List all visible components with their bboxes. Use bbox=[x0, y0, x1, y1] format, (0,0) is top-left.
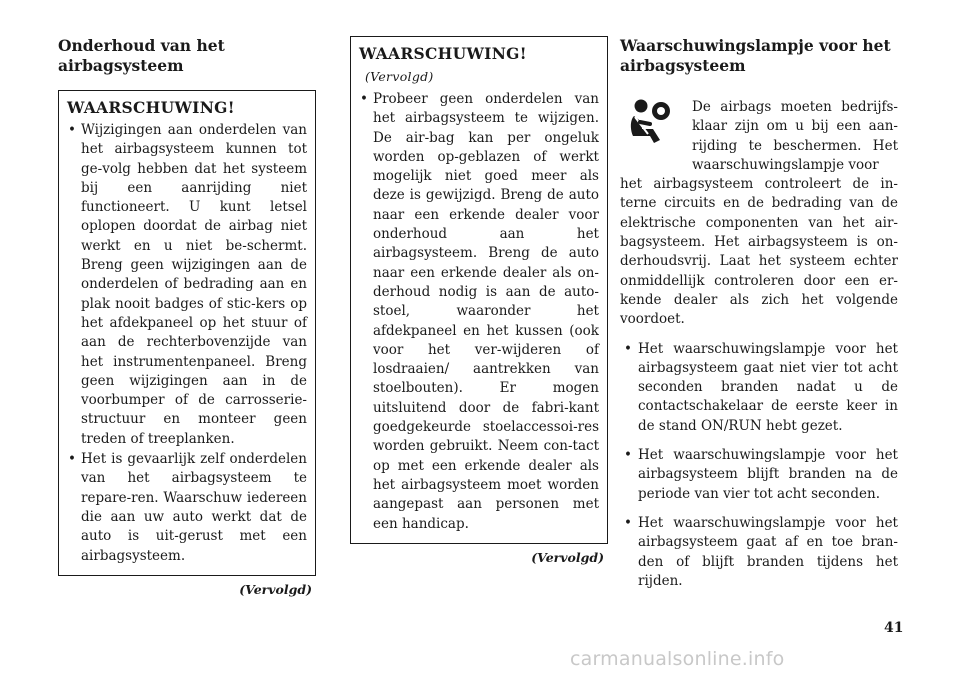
column-right bbox=[620, 36, 898, 601]
section-heading: Waarschuwingslampje voor het airbagsysteem bbox=[620, 36, 891, 75]
warning-title-continued: (Vervolgd) bbox=[365, 69, 434, 84]
body-text: het airbagsysteem controleert de in-terne circuits en de bedrading van de elektrische componenten van het air-bagsysteem. Het airbagsysteem is on-derhoudsvrij. Laat het systeem echter onmiddellijk controleren door een er-kende dealer als zich het volgende voordoet. bbox=[620, 176, 898, 328]
continued-note: (Vervolgd) bbox=[531, 549, 604, 565]
intro-text: De airbags moeten bedrijfs-klaar zijn om u bij een aan-rijding te beschermen. Het waarschuwingslampje voor bbox=[692, 99, 898, 173]
warning-item: • Wijzigingen aan onderdelen van het airbagsysteem kunnen tot ge-volg hebben dat het systeem bij een aanrijding niet functioneert. U kunt letsel oplopen doordat de airbag niet werkt en u niet be-schermt. Breng geen wijzigingen aan de onderdelen of bedrading aan en plak nooit badges of stic-kers op het afdekpaneel op het stuur of aan de rechterbovenzijde van het instrumentenpaneel. Breng geen wijzigingen aan in de voorbumper of de carrosserie-structuur en monteer geen treden of treeplanken. bbox=[67, 121, 307, 449]
warning-list bbox=[67, 121, 307, 566]
section-heading: Onderhoud van het airbagsysteem bbox=[58, 36, 225, 75]
airbag-warning-icon-svg bbox=[620, 96, 678, 154]
condition-item: • Het waarschuwingslampje voor het airbagsysteem gaat niet vier tot acht seconden branden nadat u de contactschakelaar de eerste keer in de stand ON/RUN hebt gezet. bbox=[620, 340, 898, 436]
condition-list bbox=[620, 340, 898, 592]
warning-item: • Het is gevaarlijk zelf onderdelen van het airbagsysteem te repare-ren. Waarschuw iedereen die aan uw auto werkt dat de auto is uit-gerust met een airbagsysteem. bbox=[67, 450, 307, 566]
warning-title-text: WAARSCHUWING! bbox=[359, 44, 527, 63]
watermark: carmanualsonline.info bbox=[570, 648, 785, 670]
column-left bbox=[58, 36, 316, 597]
page-number: 41 bbox=[884, 620, 904, 636]
warning-title bbox=[359, 43, 599, 88]
airbag-warning-icon bbox=[620, 96, 692, 166]
condition-item: • Het waarschuwingslampje voor het airbagsysteem gaat af en toe bran-den of blijft branden tijdens het rijden. bbox=[620, 514, 898, 591]
warning-list bbox=[359, 90, 599, 534]
warning-box bbox=[350, 36, 608, 544]
warning-item: • Probeer geen onderdelen van het airbagsysteem te wijzigen. De air-bag kan per ongeluk worden op-geblazen of werkt mogelijk niet goed meer als deze is gewijzigd. Breng de auto naar een erkende dealer voor onderhoud aan het airbagsysteem. Breng de auto naar een erkende dealer als on-derhoud nodig is aan de auto-stoel, waaronder het afdekpaneel en het kussen (ook voor het ver-wijderen of losdraaien/ aantrekken van stoelbouten). Er mogen uitsluitend door de fabri-kant goedgekeurde stoelaccessoi-res worden gebruikt. Neem con-tact op met een erkende dealer als het airbagsysteem moet worden aangepast aan personen met een handicap. bbox=[359, 90, 599, 534]
column-middle bbox=[350, 36, 608, 565]
condition-item: • Het waarschuwingslampje voor het airbagsysteem blijft branden na de periode van vier tot acht seconden. bbox=[620, 446, 898, 504]
warning-box bbox=[58, 90, 316, 576]
continued-note: (Vervolgd) bbox=[239, 581, 312, 597]
warning-title: WAARSCHUWING! bbox=[67, 98, 235, 117]
